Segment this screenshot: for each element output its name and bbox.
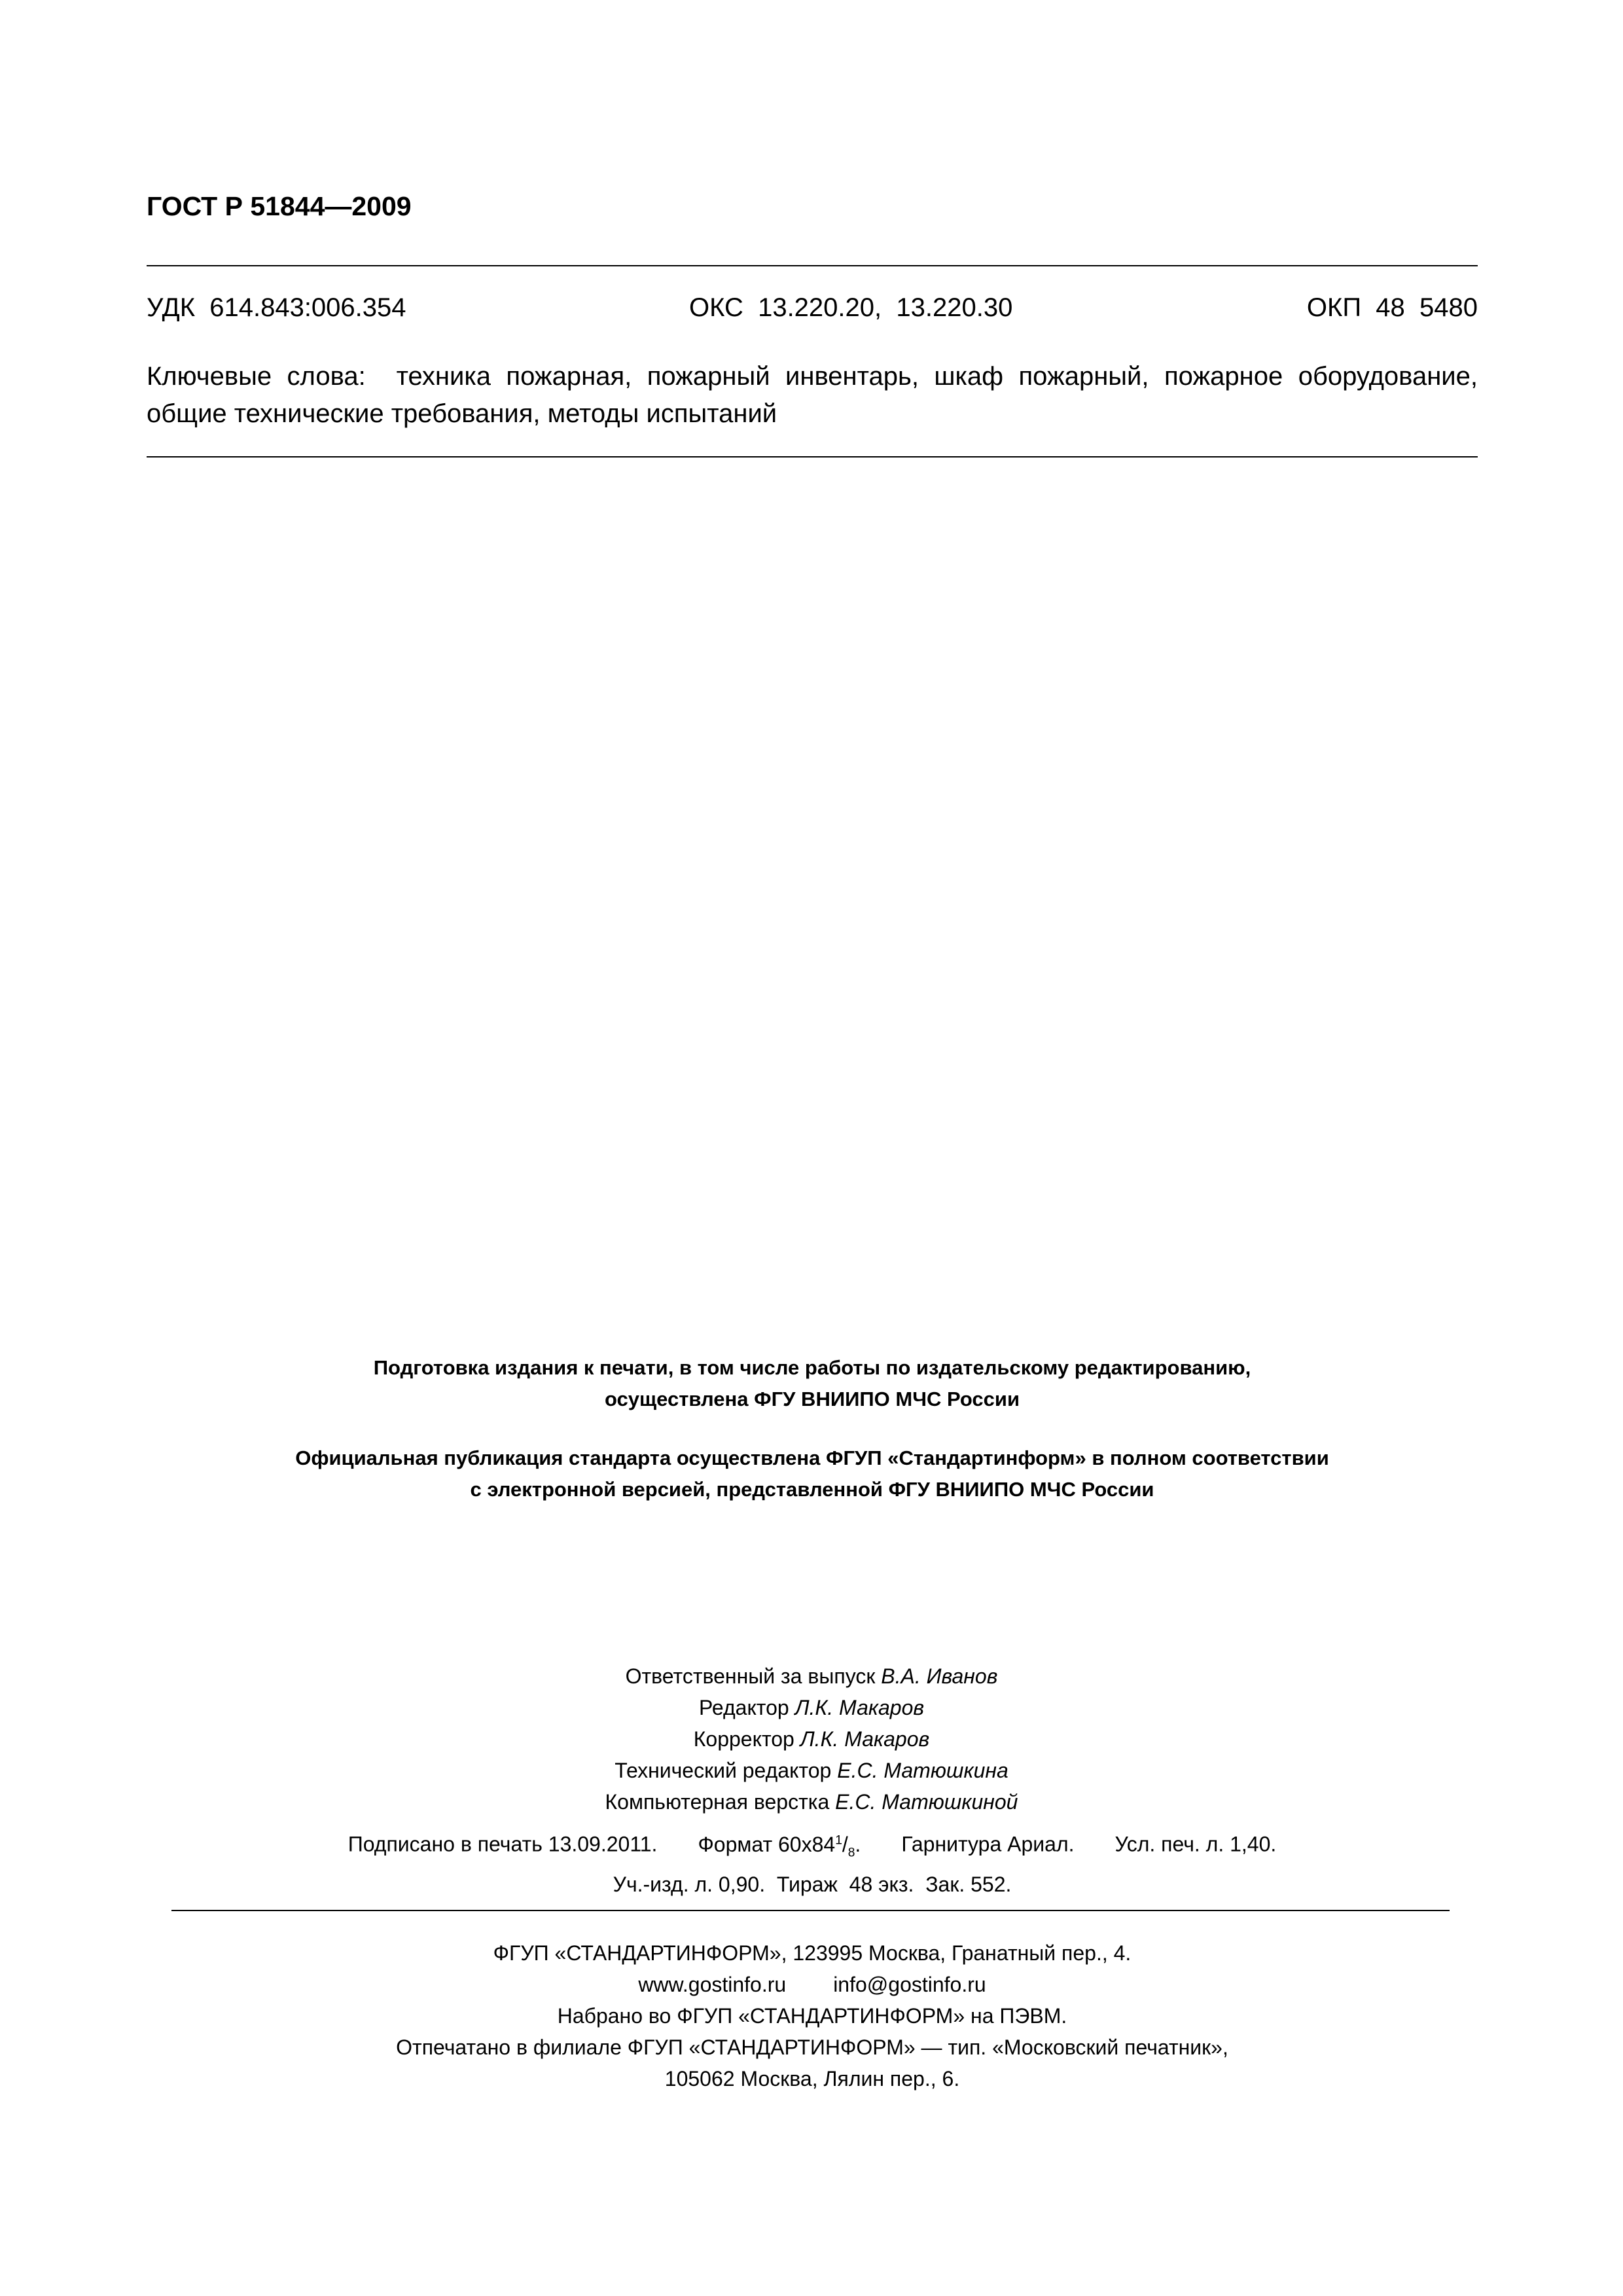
publisher-email-link[interactable]: info@gostinfo.ru <box>833 1973 986 1996</box>
print-info-line-2: Уч.-изд. л. 0,90. Тираж 48 экз. Зак. 552. <box>613 1873 1012 1897</box>
preparation-line-1: Подготовка издания к печати, в том числе работы по издательскому редактированию, <box>373 1356 1251 1379</box>
credit-role: Технический редактор <box>615 1759 838 1782</box>
credit-name: В.А. Иванов <box>881 1664 998 1688</box>
printed-sheets: Усл. печ. л. 1,40. <box>1115 1832 1277 1856</box>
printed-note-line-2: 105062 Москва, Лялин пер., 6. <box>664 2067 960 2090</box>
credit-role: Редактор <box>698 1696 795 1719</box>
credit-name: Л.К. Макаров <box>800 1727 930 1751</box>
keywords-line-2: общие технические требования, методы испытаний <box>147 399 777 428</box>
credit-row <box>524 1723 1099 1755</box>
signed-date: Подписано в печать 13.09.2011. <box>348 1832 658 1856</box>
credit-name: Л.К. Макаров <box>794 1696 925 1719</box>
oks-code: ОКС 13.220.20, 13.220.30 <box>689 293 1013 322</box>
credit-row <box>524 1660 1099 1692</box>
official-publication-note <box>147 1443 1478 1505</box>
publisher-contacts <box>147 1969 1478 2000</box>
divider-top <box>147 265 1478 266</box>
credit-row <box>524 1755 1099 1786</box>
keywords-line-1: Ключевые слова: техника пожарная, пожарный инвентарь, шкаф пожарный, пожарное оборудование, <box>147 362 1478 391</box>
credit-role: Ответственный за выпуск <box>625 1664 882 1688</box>
typeset-note: Набрано во ФГУП «СТАНДАРТИНФОРМ» на ПЭВМ. <box>557 2004 1067 2028</box>
document-code: ГОСТ Р 51844—2009 <box>147 191 412 221</box>
publisher-address: ФГУП «СТАНДАРТИНФОРМ», 123995 Москва, Гранатный пер., 4. <box>493 1941 1132 1965</box>
preparation-note <box>147 1352 1478 1415</box>
credits-block <box>524 1660 1099 1818</box>
credit-role: Корректор <box>693 1727 800 1751</box>
okp-code: ОКП 48 5480 <box>1306 293 1478 322</box>
typeface: Гарнитура Ариал. <box>901 1832 1075 1856</box>
keywords <box>147 358 1478 433</box>
printed-note-line-1: Отпечатано в филиале ФГУП «СТАНДАРТИНФОРМ» — тип. «Московский печатник», <box>396 2036 1228 2059</box>
divider-publisher <box>171 1910 1450 1911</box>
classification-row <box>147 293 1478 329</box>
publisher-block <box>147 1937 1478 2094</box>
print-info <box>147 1825 1478 1900</box>
preparation-line-2: осуществлена ФГУ ВНИИПО МЧС России <box>604 1388 1020 1410</box>
credit-name: Е.С. Матюшкиной <box>835 1790 1018 1814</box>
paper-format: Формат $60x84^1/_8$. <box>698 1832 861 1860</box>
credit-role: Компьютерная верстка <box>605 1790 836 1814</box>
publisher-website-link[interactable]: www.gostinfo.ru <box>638 1973 787 1996</box>
credit-row <box>524 1692 1099 1723</box>
print-info-line-1 <box>147 1825 1478 1869</box>
credit-name: Е.С. Матюшкина <box>837 1759 1008 1782</box>
divider-keywords <box>147 456 1478 457</box>
udk-code: УДК 614.843:006.354 <box>147 293 406 322</box>
credit-row <box>524 1786 1099 1818</box>
official-line-1: Официальная публикация стандарта осуществлена ФГУП «Стандартинформ» в полном соответствии <box>295 1446 1329 1469</box>
official-line-2: с электронной версией, представленной ФГУ ВНИИПО МЧС России <box>470 1478 1154 1501</box>
